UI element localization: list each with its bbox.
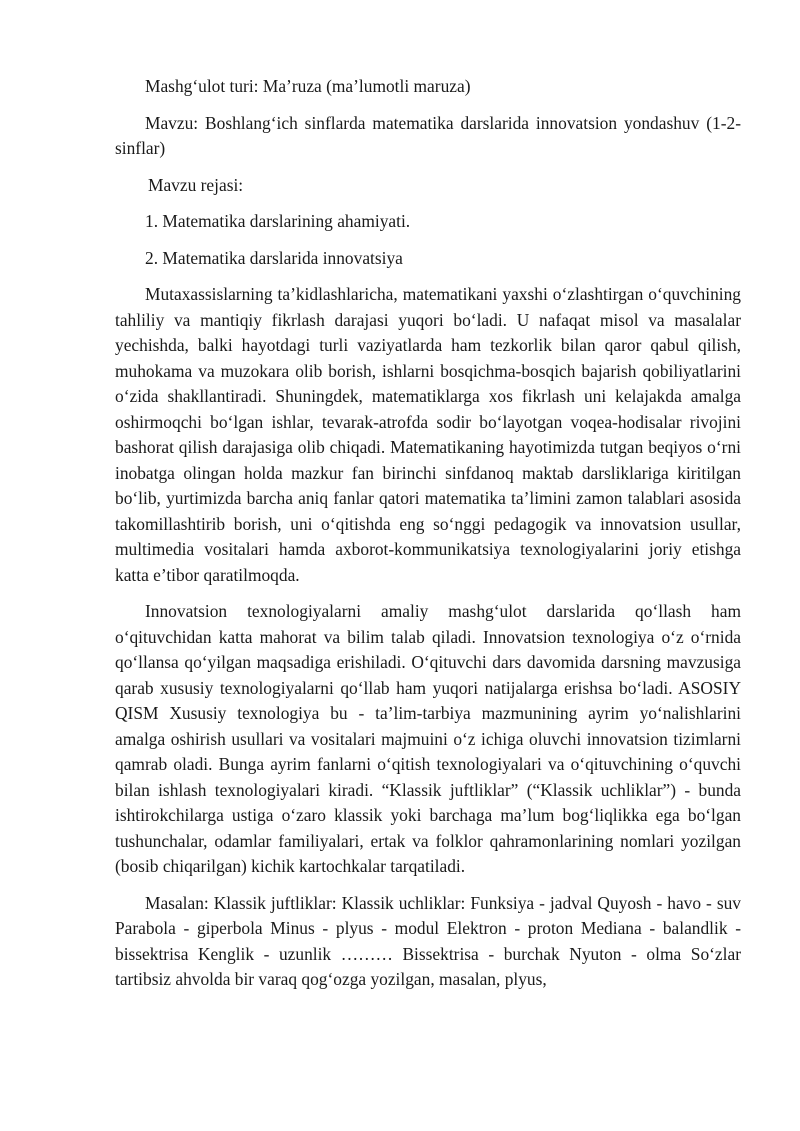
plan-item: 1. Matematika darslarining ahamiyati. xyxy=(145,211,411,231)
body-paragraph: Mutaxassislarning ta’kidlashlaricha, matematikani yaxshi o‘zlashtirgan o‘quvchining tahliliy va mantiqiy fikrlash darajasi yuqori bo‘ladi. U nafaqat misol va masalalar yechishda, balki hayotdagi turli vaziyatlarda ham tezkorlik bilan qaror qabul qilish, muhokama va muzokara olib borish, ishlarni bosqichma-bosqich bajarish qobiliyatlarini o‘zida shakllantiradi. Shuningdek, matematiklarga xos fikrlash uni kelajakda amalga oshirmoqchi bo‘lgan ishlar, tevarak-atrofda sodir bo‘layotgan voqea-hodisalar rivojini bashorat qilish darajasiga olib chiqadi. Matematikaning hayotimizda tutgan beqiyos o‘rni inobatga olingan holda mazkur fan birinchi sinfdanoq maktab darsliklariga kiritilgan bo‘lib, yurtimizda barcha aniq fanlar qatori matematika ta’limini zamon talablari asosida takomillashtirib borish, uni o‘qitishda eng so‘nggi pedagogik va innovatsion usullar, multimedia vositalari hamda axborot-kommunikatsiya texnologiyalarini joriy etishga katta e’tibor qaratilmoqda. xyxy=(115,284,741,585)
session-type: Mashg‘ulot turi: Ma’ruza (ma’lumotli maruza) xyxy=(145,76,471,96)
document-body xyxy=(115,74,741,993)
body-paragraph: Innovatsion texnologiyalarni amaliy mashg‘ulot darslarida qo‘llash ham o‘qituvchidan katta mahorat va bilim talab qiladi. Innovatsion texnologiya o‘z o‘rnida qo‘llansa qo‘yilgan maqsadiga erishiladi. O‘qituvchi dars davomida darsning mavzusiga qarab xususiy texnologiyalarni qo‘llab ham yuqori natijalarga erishsa bo‘ladi. ASOSIY QISM Xususiy texnologiya bu - ta’lim-tarbiya mazmunining ayrim yo‘nalishlarini amalga oshirish usullari va vositalari majmuini o‘z ichiga oluvchi innovatsion tizimlarni qamrab oladi. Bunga ayrim fanlarni o‘qitish texnologiyalari va o‘qituvchining o‘quvchi bilan ishlash texnologiyalari kiradi. “Klassik juftliklar” (“Klassik uchliklar”) - bunda ishtirokchilarga ustiga o‘zaro klassik yoki barchaga ma’lum bog‘liqlikka ega bo‘lgan tushunchalar, odamlar familiyalari, ertak va folklor qahramonlarining nomlari yozilgan (bosib chiqarilgan) kichik kartochkalar tarqatiladi. xyxy=(115,601,741,876)
plan-item: 2. Matematika darslarida innovatsiya xyxy=(145,247,403,268)
lecture-topic: Mavzu: Boshlang‘ich sinflarda matematika darslarida innovatsion yondashuv (1-2-sinflar) xyxy=(115,112,741,158)
plan-heading: Mavzu rejasi: xyxy=(148,174,244,195)
body-paragraph: Masalan: Klassik juftliklar: Klassik uchliklar: Funksiya - jadval Quyosh - havo - suv Parabola - giperbola Minus - plyus - modul Elektron - proton Mediana - balandlik - bissektrisa Kenglik - uzunlik ……… Bissektrisa - burchak Nyuton - olma So‘zlar tartibsiz ahvolda bir varaq qog‘ozga yozilgan, masalan, plyus, xyxy=(115,892,741,989)
